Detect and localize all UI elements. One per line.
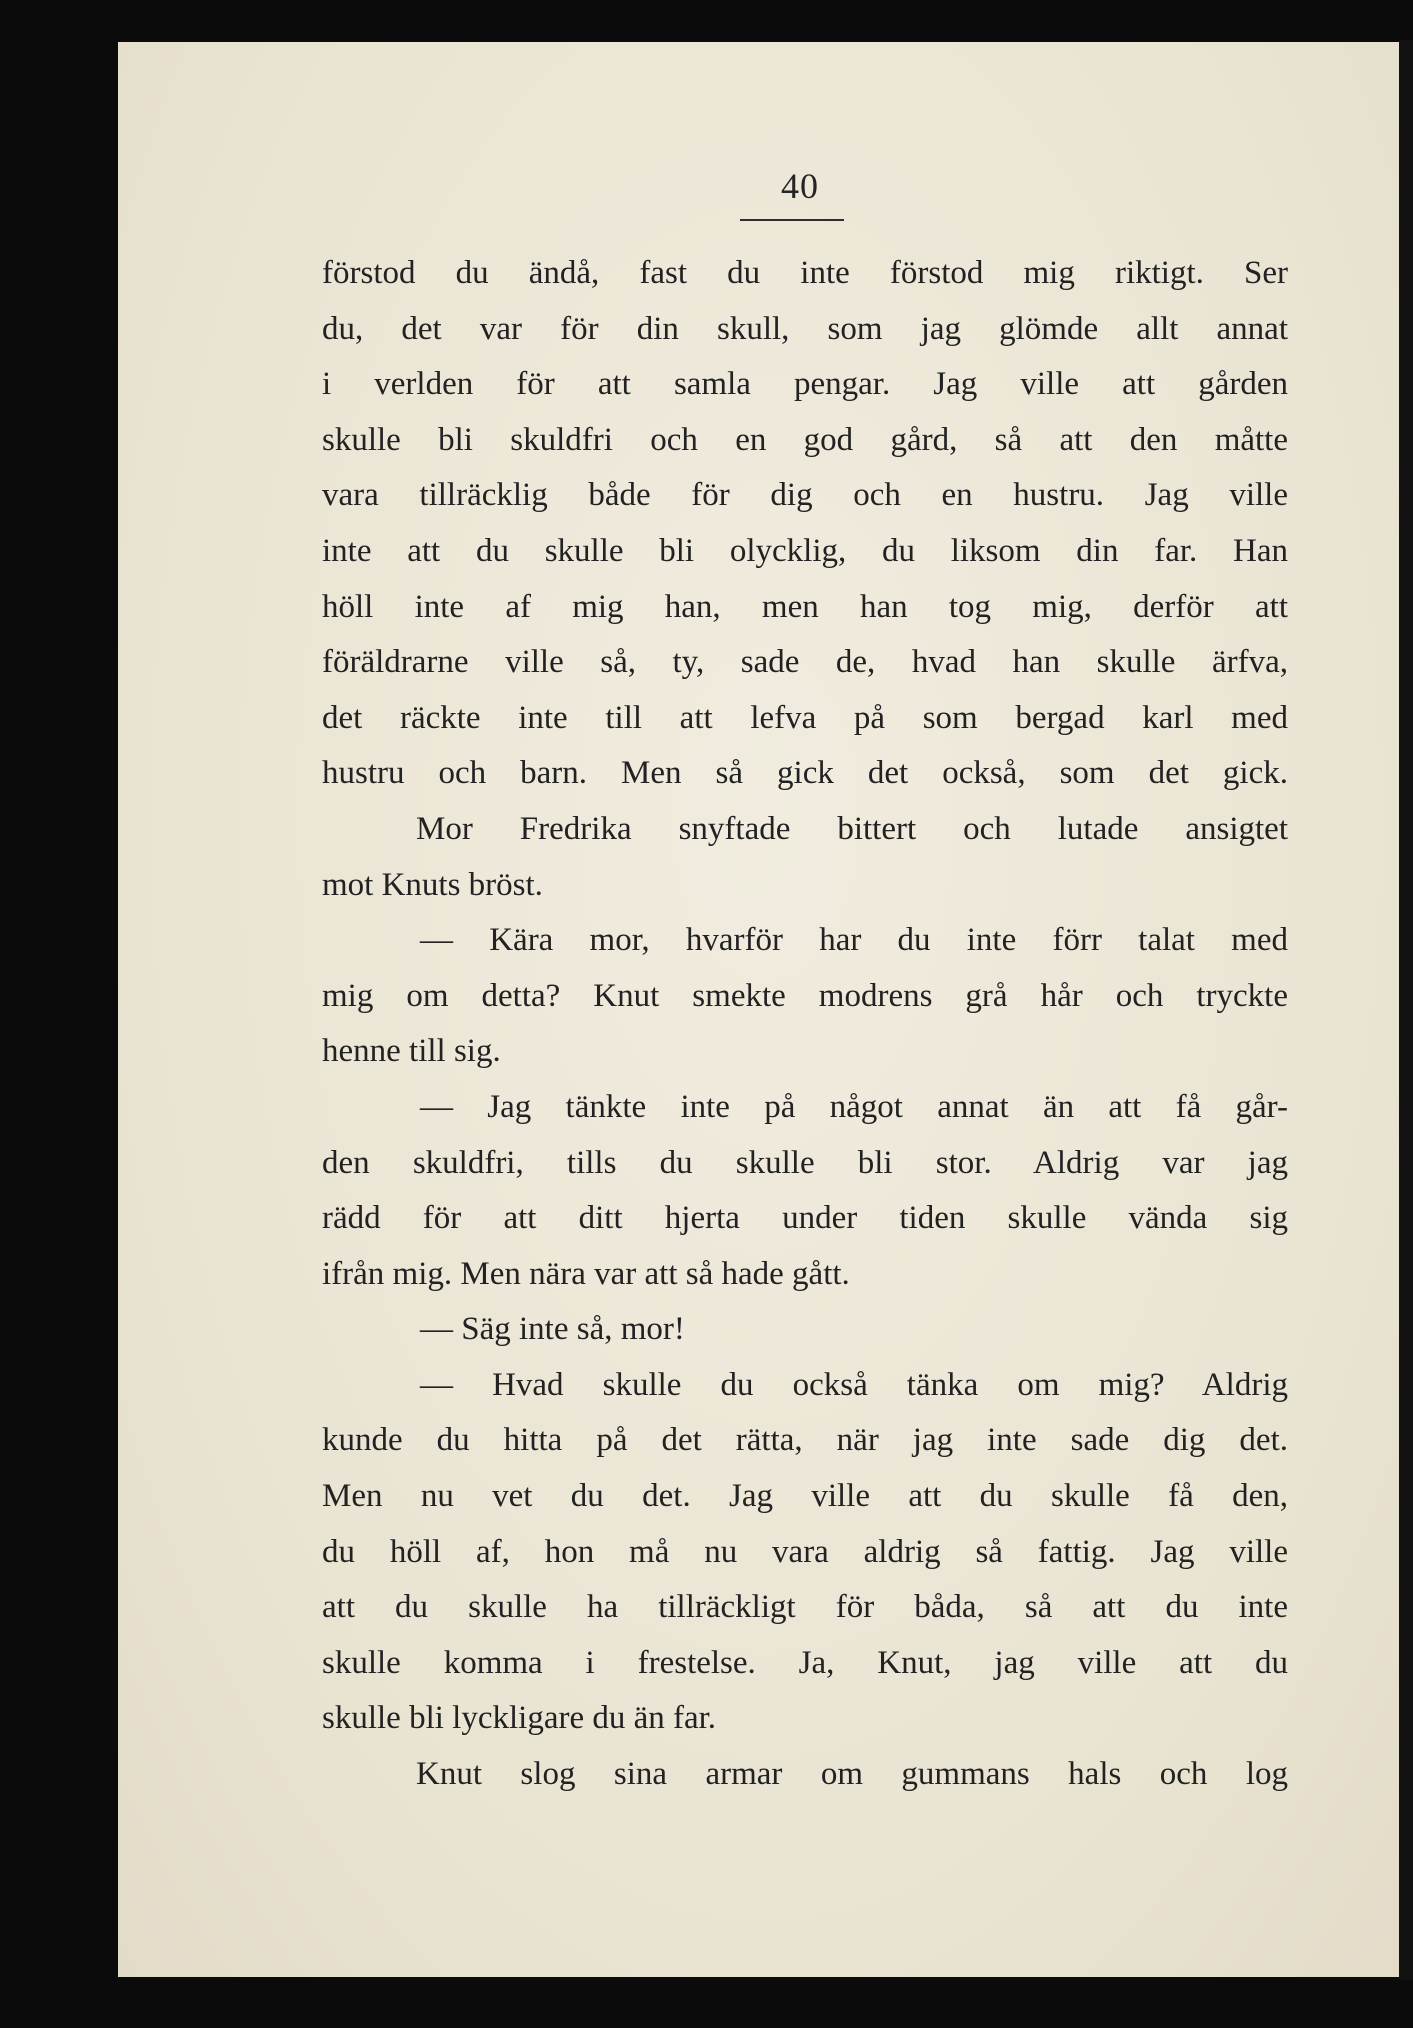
text-line: mot Knuts bröst. <box>322 866 543 903</box>
page-edge-shadow <box>1399 40 1413 1980</box>
text-line: du, det var för din skull, som jag glömde allt annat <box>322 310 1288 347</box>
text-line: — Hvad skulle du också tänka om mig? Aldrig <box>420 1366 1288 1403</box>
text-line: skulle bli skuldfri och en god gård, så att den måtte <box>322 421 1288 458</box>
text-line: förstod du ändå, fast du inte förstod mig riktigt. Ser <box>322 255 1288 291</box>
text-line: i verlden för att samla pengar. Jag ville att gården <box>322 366 1288 403</box>
text-line: rädd för att ditt hjerta under tiden skulle vända sig <box>322 1200 1288 1237</box>
text-line: — Säg inte så, mor! <box>420 1311 685 1348</box>
page-number: 40 <box>781 166 819 206</box>
text-line: höll inte af mig han, men han tog mig, derför att <box>322 588 1288 625</box>
page-number-rule <box>740 219 844 221</box>
text-line: mig om detta? Knut smekte modrens grå hår och tryckte <box>322 977 1288 1014</box>
text-line: Men nu vet du det. Jag ville att du skulle få den, <box>322 1478 1288 1515</box>
text-line: skulle komma i frestelse. Ja, Knut, jag ville att du <box>322 1644 1288 1681</box>
text-line: Knut slog sina armar om gummans hals och log <box>416 1756 1288 1793</box>
text-line: att du skulle ha tillräckligt för båda, så att du inte <box>322 1589 1288 1626</box>
text-line: ifrån mig. Men nära var att så hade gått. <box>322 1255 850 1292</box>
text-line: den skuldfri, tills du skulle bli stor. Aldrig var jag <box>322 1144 1288 1181</box>
text-line: — Kära mor, hvarför har du inte förr talat med <box>420 922 1288 959</box>
text-line: henne till sig. <box>322 1033 501 1070</box>
text-line: Mor Fredrika snyftade bittert och lutade ansigtet <box>416 810 1288 847</box>
text-line: — Jag tänkte inte på något annat än att få går- <box>420 1088 1288 1125</box>
text-line: kunde du hitta på det rätta, när jag inte sade dig det. <box>322 1422 1288 1459</box>
text-line: vara tillräcklig både för dig och en hustru. Jag ville <box>322 477 1288 514</box>
text-line: skulle bli lyckligare du än far. <box>322 1700 717 1737</box>
body-text <box>322 246 1288 1803</box>
text-line: det räckte inte till att lefva på som bergad karl med <box>322 699 1288 736</box>
text-line: föräldrarne ville så, ty, sade de, hvad han skulle ärfva, <box>322 644 1288 681</box>
text-line: inte att du skulle bli olycklig, du liksom din far. Han <box>322 532 1288 569</box>
text-line: hustru och barn. Men så gick det också, som det gick. <box>322 755 1288 792</box>
text-line: du höll af, hon må nu vara aldrig så fattig. Jag ville <box>322 1533 1288 1570</box>
